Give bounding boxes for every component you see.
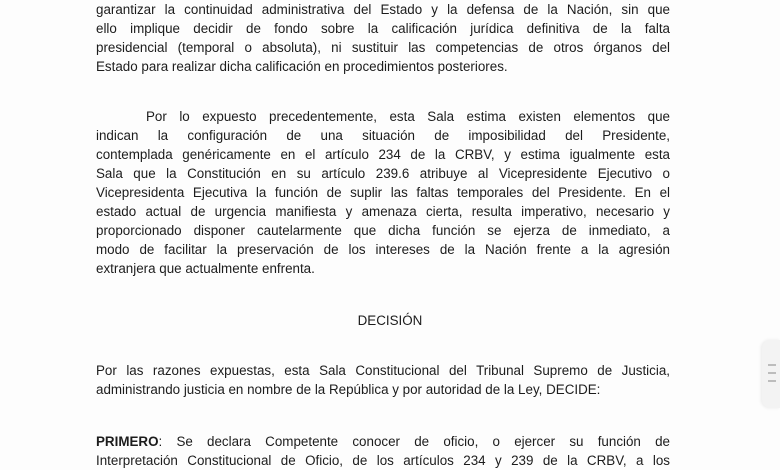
scroll-handle-grip-top (768, 364, 776, 366)
para2-line-8: modo de facilitar la preservación de los intereses de la Nación frente a la agresión (96, 242, 670, 257)
para2-line-4: Sala que la Constitución en su artículo 239.6 atribuye al Vicepresidente Ejecutivo o (96, 166, 670, 181)
para4-line-1 (96, 432, 670, 451)
para3-line-1: Por las razones expuestas, esta Sala Constitucional del Tribunal Supremo de Justicia, (96, 363, 670, 378)
scroll-handle-grip-mid (768, 372, 776, 374)
para3-line-2: administrando justicia en nombre de la República y por autoridad de la Ley, DECIDE: (96, 382, 601, 397)
para4-line-1-text: : Se declara Competente conocer de oficio, o ejercer su función de (158, 434, 670, 449)
para2-line-1: Por lo expuesto precedentemente, esta Sala estima existen elementos que (146, 109, 670, 124)
para2-line-5: Vicepresidenta Ejecutiva la función de suplir las faltas temporales del Presidente. En el (96, 185, 670, 200)
scroll-handle[interactable] (762, 340, 780, 408)
para2-line-6: estado actual de urgencia manifiesta y amenaza cierta, resulta imperativo, necesario y (96, 204, 670, 219)
para1-line-4: Estado para realizar dicha calificación en procedimientos posteriores. (96, 59, 508, 74)
para2-line-9: extranjera que actualmente enfrenta. (96, 261, 315, 276)
para2-line-2: indican la configuración de una situación de imposibilidad del Presidente, (96, 128, 670, 143)
scroll-handle-grip-bottom (768, 380, 776, 382)
para2-line-3: contemplada genéricamente en el artículo 234 de la CRBV, y estima igualmente esta (96, 147, 670, 162)
primero-label: PRIMERO (96, 434, 159, 449)
section-heading: DECISIÓN (357, 313, 423, 328)
para1-line-1: garantizar la continuidad administrativa del Estado y la defensa de la Nación, sin que (96, 2, 670, 17)
para1-line-2: ello implique decidir de fondo sobre la calificación jurídica definitiva de la falta (96, 21, 670, 36)
para2-line-7: proporcionado disponer cautelarmente que dicha función se ejerza de inmediato, a (96, 223, 670, 238)
para1-line-3: presidencial (temporal o absoluta), ni sustituir las competencias de otros órganos del (96, 40, 670, 55)
para4-line-2: Interpretación Constitucional de Oficio, de los artículos 234 y 239 de la CRBV, a los (96, 453, 670, 468)
